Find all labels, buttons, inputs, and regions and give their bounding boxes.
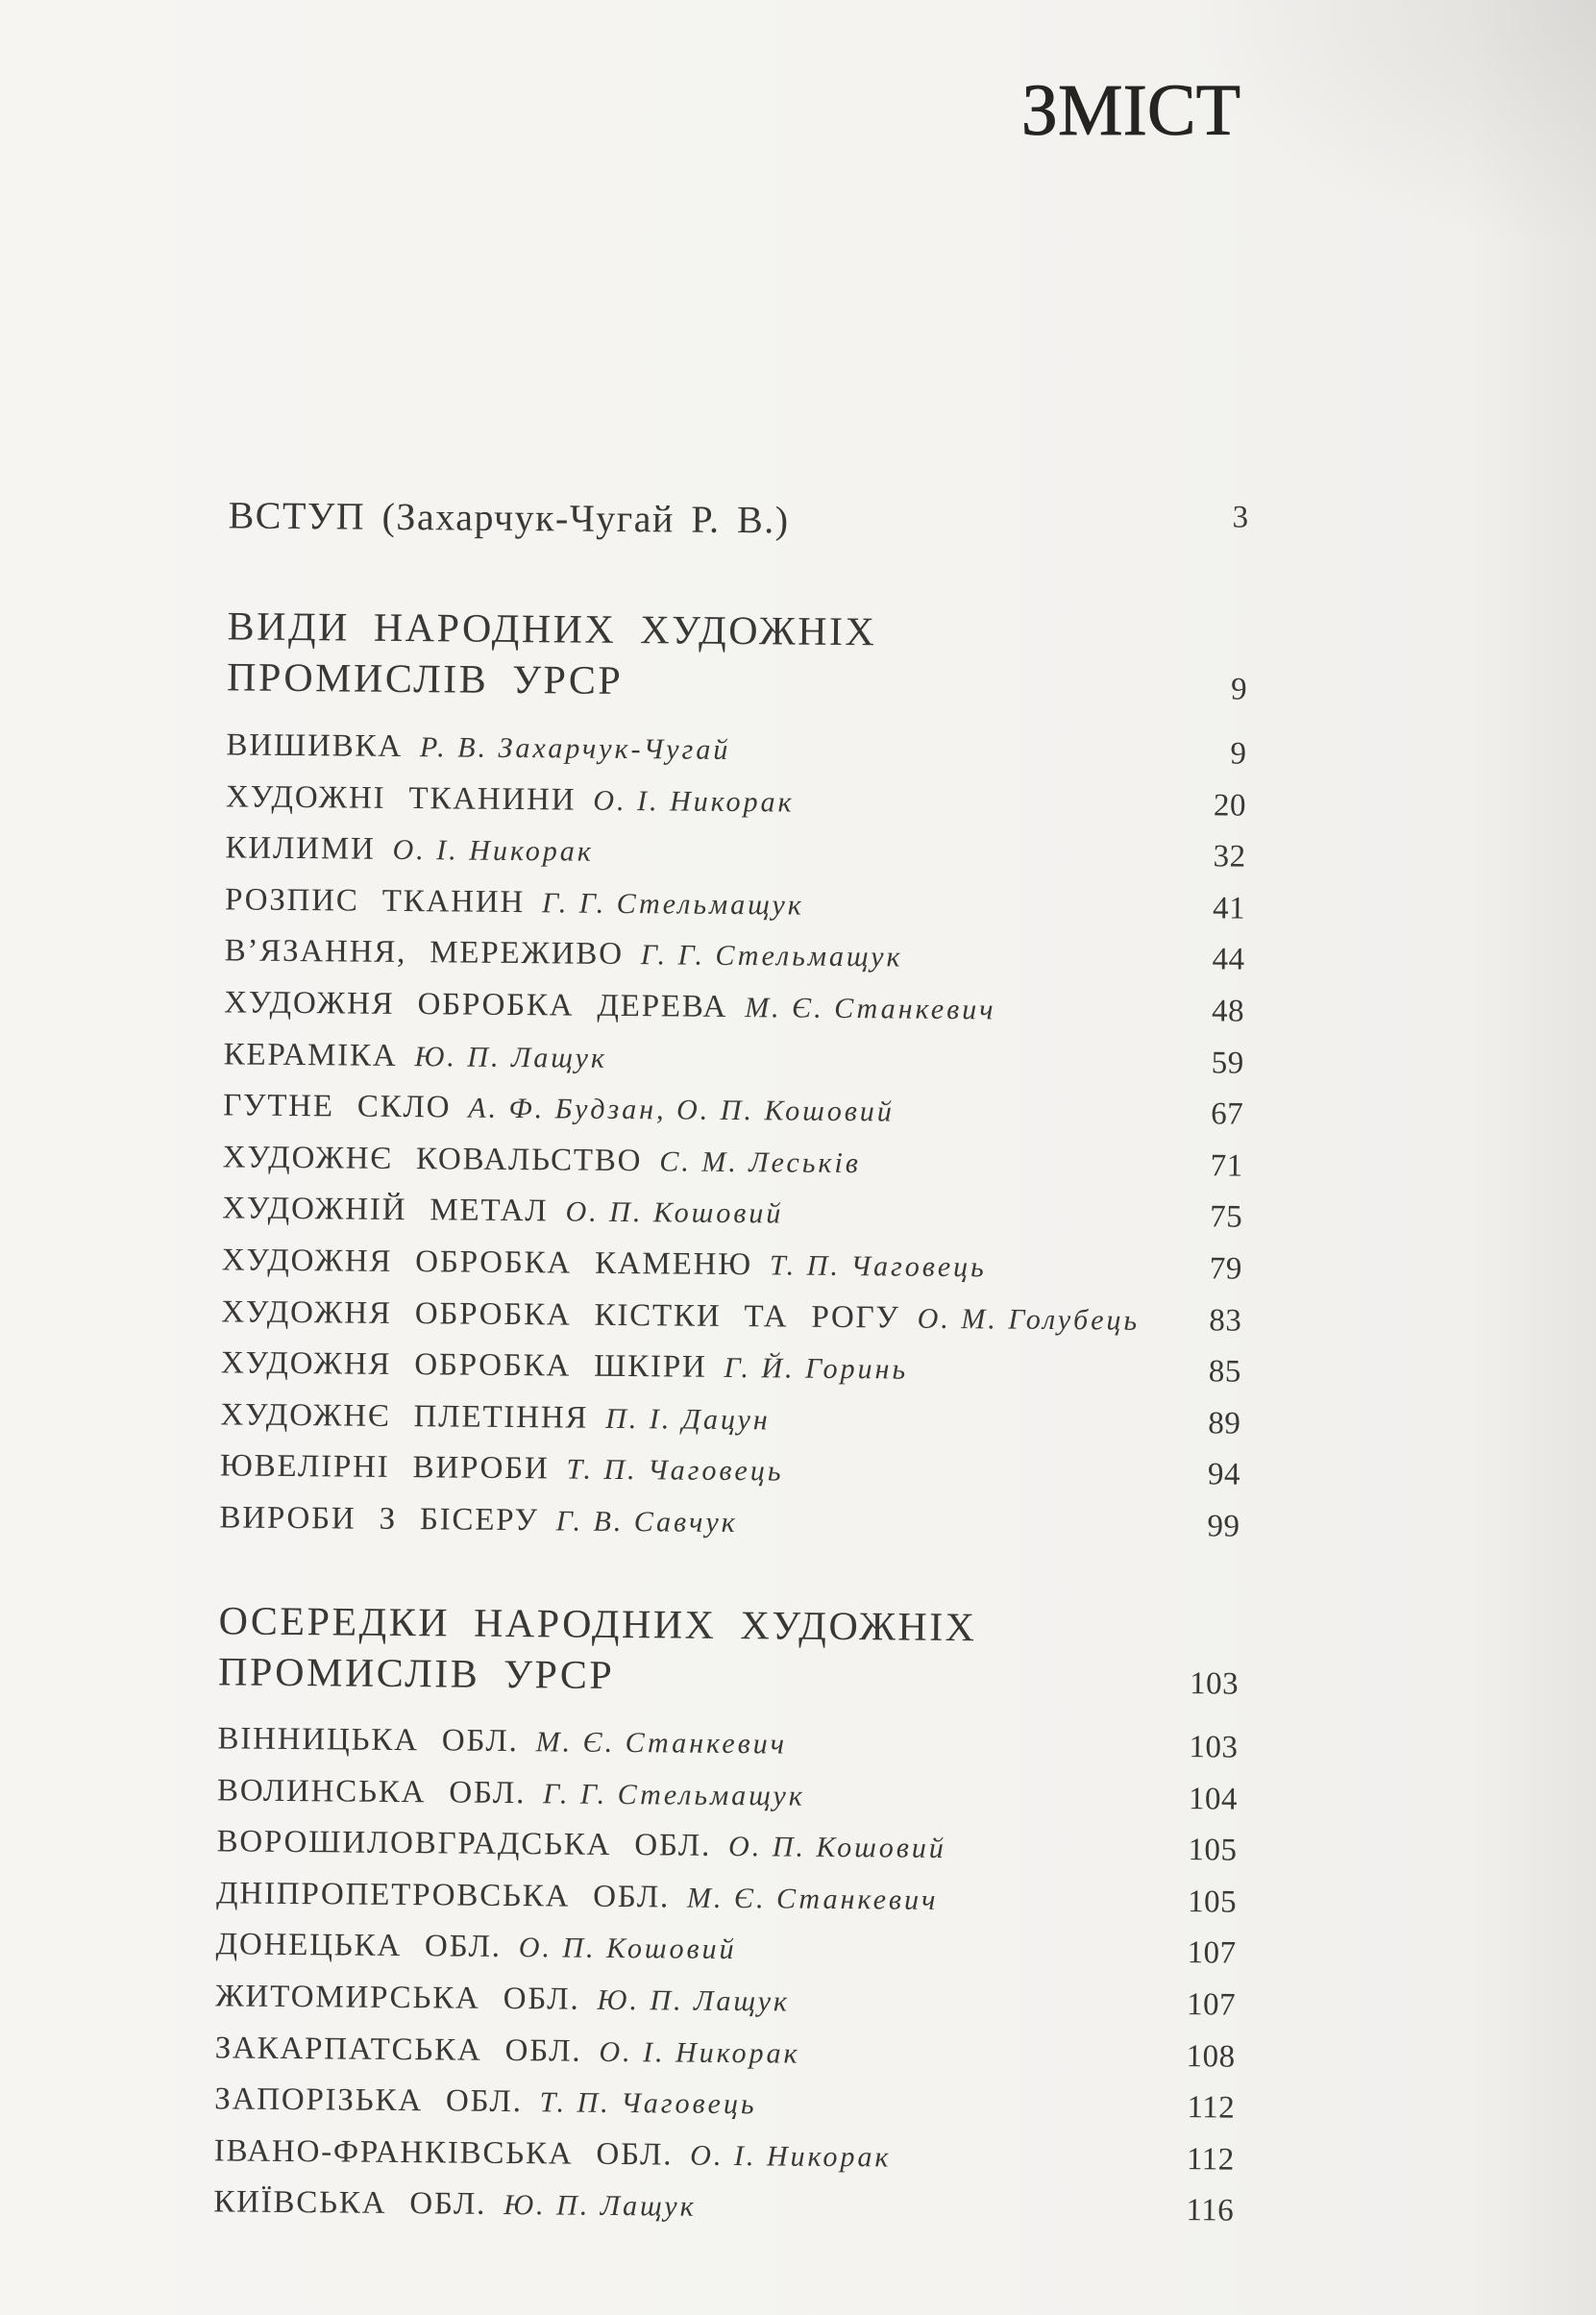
toc-entry xyxy=(214,2126,1235,2186)
entry-title: ВІННИЦЬКА ОБЛ. xyxy=(217,1721,519,1760)
toc-entry xyxy=(220,1441,1240,1502)
entry-page-number: 79 xyxy=(1209,1251,1242,1287)
entry-text xyxy=(219,1492,738,1553)
entry-title: КИЇВСЬКА ОБЛ. xyxy=(213,2184,487,2223)
entry-author: С. М. Леськів xyxy=(659,1145,862,1179)
entry-title: В’ЯЗАННЯ, МЕРЕЖИВО xyxy=(224,933,624,973)
entry-title: ВОРОШИЛОВГРАДСЬКА ОБЛ. xyxy=(216,1824,712,1864)
entry-author: О. І. Никорак xyxy=(392,834,594,868)
entry-title: ВОЛИНСЬКА ОБЛ. xyxy=(216,1772,527,1810)
intro-entry xyxy=(228,489,1248,550)
entry-author: Р. В. Захарчук-Чугай xyxy=(419,731,731,766)
entry-title: ЗАКАРПАТСЬКА ОБЛ. xyxy=(214,2030,582,2069)
entry-title: ХУДОЖНЯ ОБРОБКА КАМЕНЮ xyxy=(221,1243,753,1283)
entry-page-number: 112 xyxy=(1187,2090,1236,2126)
entry-author: Г. В. Савчук xyxy=(555,1505,738,1539)
entry-page-number: 32 xyxy=(1213,839,1246,874)
section-page-number: 103 xyxy=(1189,1666,1240,1702)
section-heading-line: ОСЕРЕДКИ НАРОДНИХ ХУДОЖНІХ xyxy=(218,1599,977,1651)
entry-author: Ю. П. Лащук xyxy=(414,1040,608,1074)
entry-author: Г. Й. Горинь xyxy=(724,1352,909,1386)
entry-title: ВИРОБИ З БІСЕРУ xyxy=(219,1500,539,1539)
entry-author: Ю. П. Лащук xyxy=(503,2189,697,2224)
section-heading-line: ПРОМИСЛІВ УРСР xyxy=(226,655,624,703)
toc-entry xyxy=(214,2074,1235,2134)
intro-label: ВСТУП (Захарчук-Чугай Р. В.) xyxy=(228,493,790,542)
entry-author: О. І. Никорак xyxy=(690,2139,892,2174)
entry-page-number: 71 xyxy=(1210,1148,1243,1184)
entry-page-number: 108 xyxy=(1186,2038,1236,2075)
entry-author: Г. Г. Стельмащук xyxy=(541,887,804,922)
entry-author: А. Ф. Будзан, О. П. Кошовий xyxy=(468,1092,895,1128)
entry-page-number: 105 xyxy=(1188,1833,1238,1868)
entry-page-number: 112 xyxy=(1186,2141,1235,2178)
entry-title: ДНІПРОПЕТРОВСЬКА ОБЛ. xyxy=(215,1876,671,1915)
toc-entry xyxy=(217,1713,1238,1774)
entry-author: О. П. Кошовий xyxy=(518,1932,737,1966)
entry-page-number: 107 xyxy=(1186,1987,1237,2023)
entry-page-number: 107 xyxy=(1187,1935,1237,1971)
entry-title: КИЛИМИ xyxy=(225,830,376,867)
entry-title: ХУДОЖНЄ КОВАЛЬСТВО xyxy=(222,1140,643,1178)
entry-page-number: 9 xyxy=(1230,736,1247,772)
entry-title: ХУДОЖНЯ ОБРОБКА ШКІРИ xyxy=(220,1345,707,1385)
toc-entry xyxy=(215,1920,1236,1981)
toc-entry xyxy=(217,1765,1238,1826)
toc-entry xyxy=(226,772,1246,832)
entry-author: М. Є. Станкевич xyxy=(535,1726,788,1761)
section-page-number: 9 xyxy=(1230,672,1248,707)
entry-title: ХУДОЖНЄ ПЛЕТІННЯ xyxy=(220,1397,589,1436)
entry-page-number: 94 xyxy=(1207,1457,1241,1492)
entry-page-number: 75 xyxy=(1210,1199,1243,1235)
entry-text xyxy=(223,1029,607,1089)
toc-entry xyxy=(222,1235,1242,1295)
entry-page-number: 105 xyxy=(1187,1884,1238,1920)
toc-entry xyxy=(221,1287,1241,1347)
entry-title: ЮВЕЛІРНІ ВИРОБИ xyxy=(219,1448,550,1487)
entry-page-number: 116 xyxy=(1186,2193,1235,2229)
section-heading-crafts xyxy=(227,602,1248,712)
entry-page-number: 41 xyxy=(1212,891,1246,926)
entry-page-number: 44 xyxy=(1212,942,1245,978)
intro-page-number: 3 xyxy=(1232,500,1249,535)
entry-title: ВИШИВКА xyxy=(226,727,404,764)
section-heading-line-with-page xyxy=(218,1647,1239,1707)
entry-list-centers xyxy=(213,1713,1239,2237)
entry-page-number: 48 xyxy=(1211,994,1245,1029)
entry-text xyxy=(225,824,594,883)
entry-title: ЗАПОРІЗЬКА ОБЛ. xyxy=(214,2081,523,2120)
section-heading-centers xyxy=(218,1596,1240,1707)
entry-title: ЖИТОМИРСЬКА ОБЛ. xyxy=(214,1979,580,2017)
entry-title: ГУТНЕ СКЛО xyxy=(223,1088,452,1125)
entry-author: О. І. Никорак xyxy=(599,2035,800,2070)
entry-page-number: 20 xyxy=(1213,787,1247,824)
entry-author: О. І. Никорак xyxy=(593,784,795,819)
entry-author: Т. П. Чаговець xyxy=(769,1249,987,1284)
entry-page-number: 99 xyxy=(1207,1509,1240,1544)
entry-title: ХУДОЖНЯ ОБРОБКА ДЕРЕВА xyxy=(224,985,728,1024)
toc-entry xyxy=(224,977,1244,1038)
entry-page-number: 89 xyxy=(1208,1406,1241,1441)
toc-entry xyxy=(223,1081,1243,1142)
entry-page-number: 67 xyxy=(1211,1096,1244,1132)
entry-title: ХУДОЖНІ ТКАНИНИ xyxy=(225,778,577,818)
toc-entry xyxy=(226,720,1246,780)
toc-entry xyxy=(216,1817,1237,1878)
section-heading-line-with-page xyxy=(227,653,1247,712)
toc-entry xyxy=(223,1132,1243,1193)
section-heading-line: ВИДИ НАРОДНИХ ХУДОЖНІХ xyxy=(227,604,877,655)
toc-entry xyxy=(215,1971,1236,2032)
entry-page-number: 104 xyxy=(1188,1781,1239,1817)
entry-author: Г. Г. Стельмащук xyxy=(542,1777,806,1812)
entry-title: ХУДОЖНЯ ОБРОБКА КІСТКИ ТА РОГУ xyxy=(221,1293,900,1336)
entry-title: ХУДОЖНІЙ МЕТАЛ xyxy=(222,1191,549,1229)
entry-title: КЕРАМІКА xyxy=(223,1036,398,1073)
entry-page-number: 85 xyxy=(1208,1354,1242,1390)
entry-title: ІВАНО-ФРАНКІВСЬКА ОБЛ. xyxy=(213,2133,674,2173)
table-of-contents xyxy=(213,456,1249,2253)
entry-list-crafts xyxy=(219,720,1246,1553)
page-title: ЗМІСТ xyxy=(1020,70,1240,151)
entry-page-number: 83 xyxy=(1209,1302,1242,1339)
toc-entry xyxy=(222,1184,1242,1244)
entry-title: ДОНЕЦЬКА ОБЛ. xyxy=(215,1927,502,1965)
entry-author: О. М. Голубець xyxy=(917,1302,1141,1337)
entry-author: О. П. Кошовий xyxy=(565,1195,784,1230)
entry-author: О. П. Кошовий xyxy=(727,1831,947,1865)
entry-author: Ю. П. Лащук xyxy=(597,1983,791,2018)
toc-entry xyxy=(219,1492,1240,1553)
entry-author: М. Є. Станкевич xyxy=(686,1882,939,1916)
entry-author: Г. Г. Стельмащук xyxy=(640,939,903,973)
toc-entry xyxy=(225,874,1245,935)
toc-entry xyxy=(220,1390,1240,1450)
entry-page-number: 59 xyxy=(1211,1045,1244,1081)
toc-entry xyxy=(214,2023,1235,2083)
toc-entry xyxy=(216,1868,1237,1929)
entry-author: Т. П. Чаговець xyxy=(566,1453,784,1488)
entry-text xyxy=(213,2178,697,2238)
toc-entry xyxy=(224,926,1244,987)
entry-author: П. І. Дацун xyxy=(605,1402,771,1437)
entry-title: РОЗПИС ТКАНИН xyxy=(224,882,526,920)
entry-author: Т. П. Чаговець xyxy=(539,2086,757,2121)
entry-page-number: 103 xyxy=(1189,1730,1239,1765)
entry-author: М. Є. Станкевич xyxy=(745,992,996,1026)
section-heading-line: ПРОМИСЛІВ УРСР xyxy=(217,1650,615,1698)
